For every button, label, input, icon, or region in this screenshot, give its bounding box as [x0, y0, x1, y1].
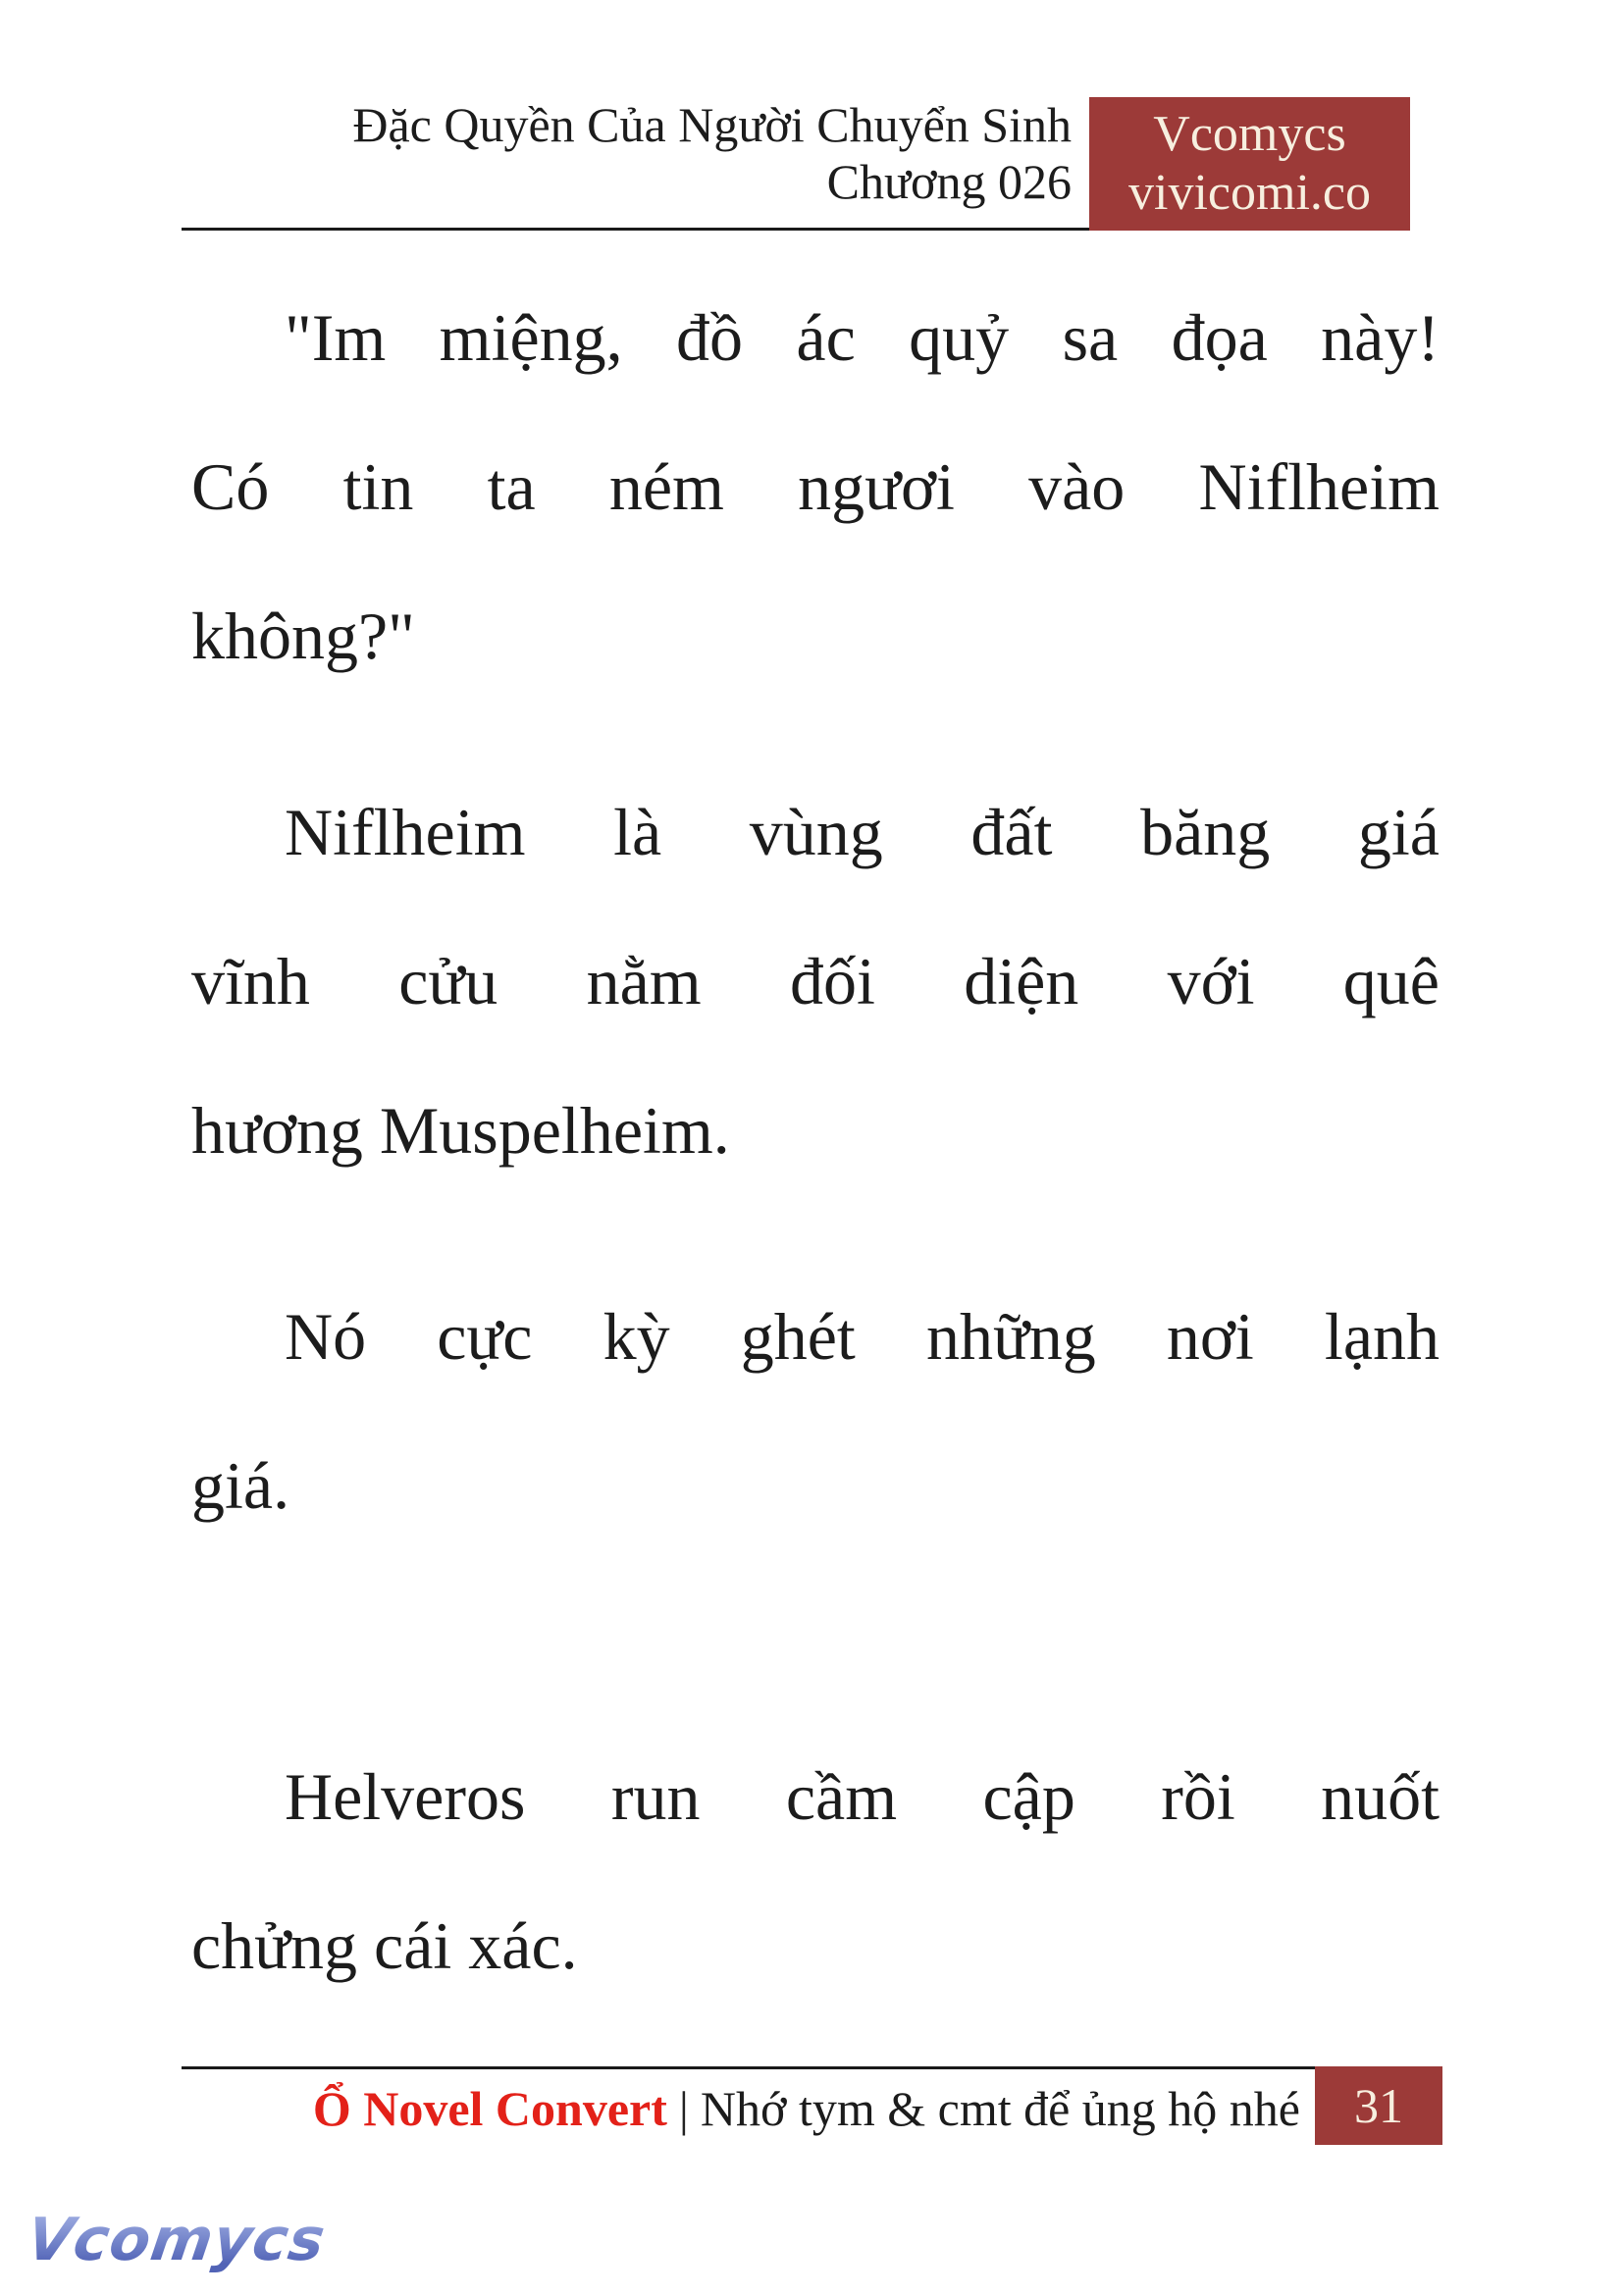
text-line: Niflheim là vùng đất băng giá: [285, 795, 1440, 869]
text-line: vĩnh cửu nằm đối diện với quê: [191, 944, 1440, 1018]
paragraph: [191, 1722, 1440, 2020]
footer-divider: [182, 2066, 1315, 2069]
page-number-badge: [1315, 2066, 1442, 2145]
paragraph: [191, 757, 1440, 1205]
chapter-body: [191, 263, 1440, 2020]
text-line: Nó cực kỳ ghét những nơi lạnh: [285, 1299, 1440, 1374]
text-line: chửng cái xác.: [191, 1908, 578, 1983]
paragraph: [191, 1262, 1440, 1560]
watermark-logo: Vcomycs: [23, 2206, 331, 2274]
text-line: không?": [191, 599, 415, 673]
translator-group-name: Ổ Novel Convert: [312, 2081, 667, 2136]
footer-support-note: Nhớ tym & cmt để ủng hộ nhé: [700, 2081, 1300, 2136]
text-line: giá.: [191, 1448, 290, 1523]
chapter-number: Chương 026: [826, 154, 1072, 209]
header-divider: [182, 228, 1089, 231]
chapter-header: [186, 96, 1072, 210]
footer-credit: [313, 2072, 1300, 2145]
page-number: 31: [1354, 2078, 1403, 2133]
text-line: Helveros run cầm cập rồi nuốt: [285, 1759, 1440, 1834]
text-line: hương Muspelheim.: [191, 1093, 730, 1168]
site-badge-url: vivicomi.co: [1128, 165, 1371, 221]
footer-separator: |: [678, 2081, 689, 2136]
text-line: "Im miệng, đồ ác quỷ sa đọa này!: [285, 300, 1440, 375]
paragraph: [191, 263, 1440, 710]
site-badge-name: Vcomycs: [1153, 106, 1346, 162]
series-title: Đặc Quyền Của Người Chuyển Sinh: [352, 97, 1072, 152]
text-line: Có tin ta ném ngươi vào Niflheim: [191, 449, 1440, 524]
site-badge: [1089, 97, 1410, 231]
